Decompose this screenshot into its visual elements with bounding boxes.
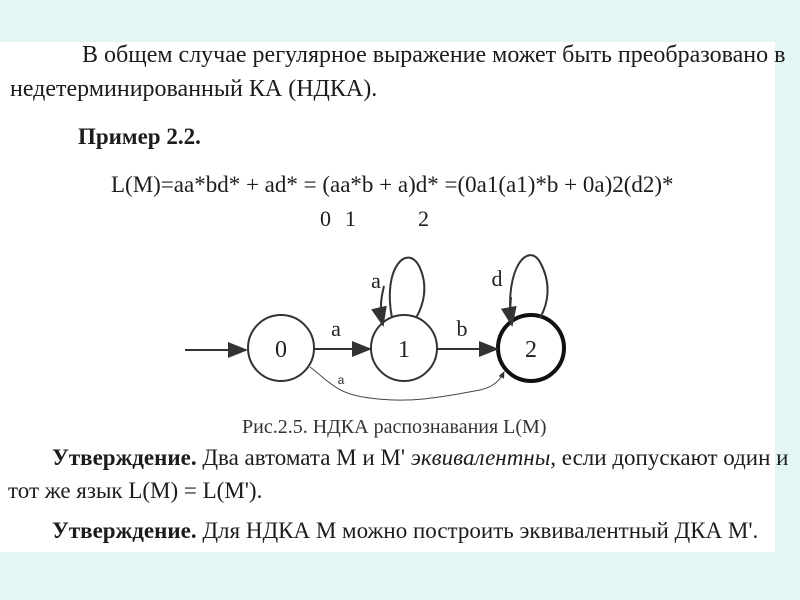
statement-2 [52, 518, 758, 544]
statement-1-text-a: Два автомата M и M' [196, 445, 411, 470]
loop-2 [510, 255, 548, 322]
state-1-label: 1 [398, 337, 410, 363]
state-0-label: 0 [275, 337, 287, 363]
loop-1-head [381, 286, 384, 325]
statement-1-text-b: если допускают один и [556, 445, 789, 470]
edge-1-2-label: b [456, 316, 468, 341]
marker-1: 1 [345, 206, 356, 231]
intro-line-1: В общем случае регулярное выражение может быть преобразовано в [82, 42, 786, 68]
example-title: Пример 2.2. [78, 124, 201, 149]
statement-1-label: Утверждение. [52, 445, 197, 470]
statement-1-line-2: тот же язык L(M) = L(M'). [8, 478, 263, 503]
marker-2: 2 [418, 206, 429, 231]
statement-1-italic: эквивалентны, [410, 445, 557, 470]
edge-0-1-label: a [331, 316, 341, 341]
intro-line-2: недетерминированный КА (НДКА). [10, 76, 378, 102]
statement-1-line-1 [52, 445, 788, 471]
ndfa-diagram [0, 42, 775, 552]
loop-1 [390, 258, 425, 318]
statement-2-label: Утверждение. [52, 518, 197, 543]
loop-1-label: a [371, 268, 381, 293]
slide [0, 42, 789, 552]
edge-0-2-label: a [337, 373, 345, 387]
statement-2-text: Для НДКА M можно построить эквивалентный ДКА M'. [196, 518, 759, 543]
loop-2-head [510, 297, 512, 325]
marker-0: 0 [320, 206, 331, 231]
regex-formula: L(M)=aa*bd* + ad* = (aa*b + a)d* =(0a1(a1)*b + 0a)2(d2)* [111, 172, 674, 197]
loop-2-label: d [491, 266, 503, 291]
state-2-label: 2 [525, 337, 537, 363]
figure-caption: Рис.2.5. НДКА распознавания L(M) [242, 416, 547, 438]
